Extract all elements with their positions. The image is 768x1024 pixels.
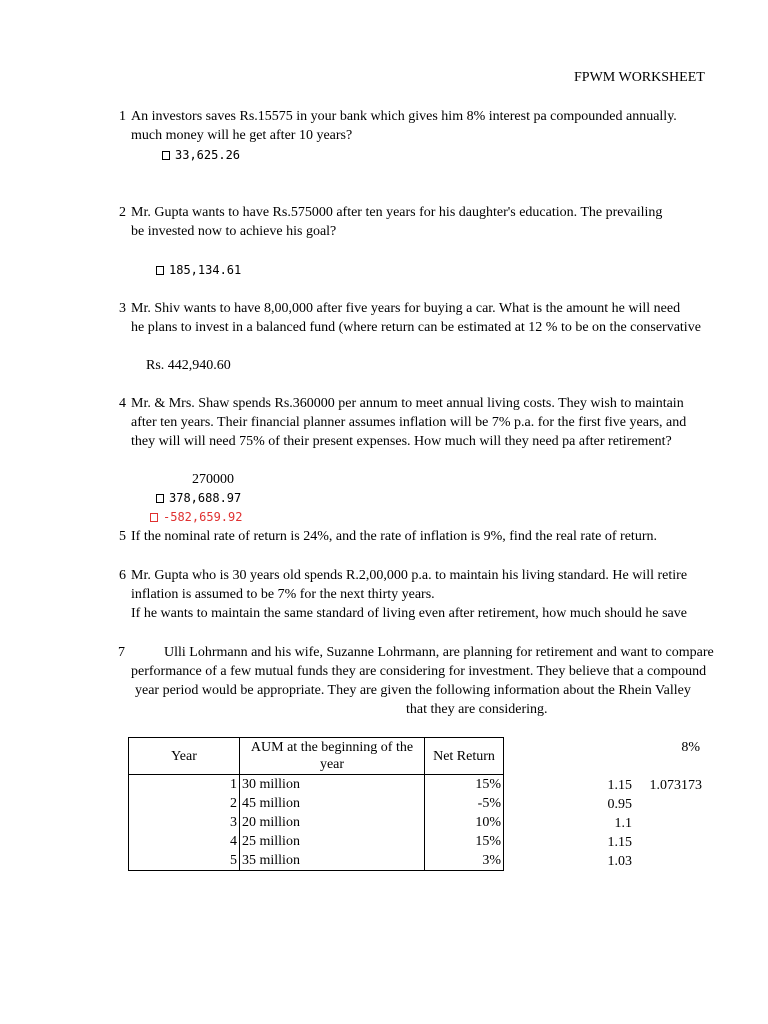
question-7-line-1: Ulli Lohrmann and his wife, Suzanne Lohrmann, are planning for retirement and want to compare [164,645,714,660]
question-1-line-1: An investors saves Rs.15575 in your bank which gives him 8% interest pa compounded annually. [131,109,677,124]
question-2-number: 2 [119,205,126,220]
question-5-number: 5 [119,529,126,544]
question-3-line-2: he plans to invest in a balanced fund (where return can be estimated at 12 % to be on the conservative [131,320,701,335]
question-7-line-3: year period would be appropriate. They are given the following information about the Rhein Valley [135,683,691,698]
question-2-line-1: Mr. Gupta wants to have Rs.575000 after ten years for his daughter's education. The prevailing [131,205,663,220]
aum-table [128,737,504,871]
question-3-number: 3 [119,301,126,316]
table-row [129,775,504,795]
table-cell-net-return: -5% [425,794,504,813]
question-1-number: 1 [119,109,126,124]
table-row [129,851,504,871]
question-4-line-1: Mr. & Mrs. Shaw spends Rs.360000 per annum to meet annual living costs. They wish to maintain [131,396,684,411]
table-cell-year: 3 [129,813,240,832]
table-cell-year: 5 [129,851,240,871]
table-cell-aum: 35 million [240,851,425,871]
side-calc-factor: 0.95 [607,797,632,812]
table-cell-year: 4 [129,832,240,851]
table-cell-year: 2 [129,794,240,813]
table-row [129,832,504,851]
question-4-answer-2 [156,489,241,508]
question-7-line-4: that they are considering. [406,702,548,717]
table-cell-net-return: 15% [425,832,504,851]
side-calc-result: 1.073173 [649,778,702,793]
question-6-line-2: inflation is assumed to be 7% for the next thirty years. [131,587,435,602]
question-5-line-1: If the nominal rate of return is 24%, and the rate of inflation is 9%, find the real rate of return. [131,529,657,544]
side-calc-factor: 1.1 [614,816,632,831]
question-4-line-2: after ten years. Their financial planner assumes inflation will be 7% p.a. for the first five years, and [131,415,687,430]
question-3-answer: Rs. 442,940.60 [146,358,231,373]
page-title: FPWM WORKSHEET [574,70,705,85]
question-1-line-2: much money will he get after 10 years? [131,128,353,143]
table-header-year: Year [129,738,240,775]
table-cell-year: 1 [129,775,240,795]
table-row [129,813,504,832]
table-row [129,794,504,813]
question-4-answer-3 [150,508,242,527]
table-cell-aum: 45 million [240,794,425,813]
table-cell-aum: 20 million [240,813,425,832]
side-calc-factor: 1.15 [607,835,632,850]
table-header-row [129,738,504,775]
question-2-answer-value: 185,134.61 [169,263,242,277]
side-calc-rate: 8% [681,740,700,755]
question-2-answer [156,261,241,280]
table-cell-aum: 25 million [240,832,425,851]
table-header-net-return: Net Return [425,738,504,775]
table-cell-net-return: 15% [425,775,504,795]
question-3-line-1: Mr. Shiv wants to have 8,00,000 after five years for buying a car. What is the amount he will need [131,301,681,316]
question-4-answer-1: 270000 [192,472,234,487]
checkbox-glyph-icon [156,494,164,503]
table-header-aum: AUM at the beginning of the year [240,738,425,775]
question-1-answer-value: 33,625.26 [175,148,241,162]
checkbox-glyph-icon [162,151,170,160]
question-6-line-1: Mr. Gupta who is 30 years old spends R.2,00,000 p.a. to maintain his living standard. He will retire [131,568,688,583]
question-4-line-3: they will will need 75% of their present expenses. How much will they need pa after retirement? [131,434,672,449]
table-cell-aum: 30 million [240,775,425,795]
question-4-answer-2-value: 378,688.97 [169,491,242,505]
question-2-line-2: be invested now to achieve his goal? [131,224,337,239]
side-calc-factor: 1.15 [607,778,632,793]
checkbox-glyph-icon [156,266,164,275]
table-cell-net-return: 10% [425,813,504,832]
question-4-answer-3-value: -582,659.92 [163,510,243,524]
question-6-line-3: If he wants to maintain the same standard of living even after retirement, how much should he save [131,606,687,621]
table-cell-net-return: 3% [425,851,504,871]
side-calc-factor: 1.03 [607,854,632,869]
question-6-number: 6 [119,568,126,583]
question-7-number: 7 [118,645,125,660]
checkbox-glyph-icon [150,513,158,522]
question-4-number: 4 [119,396,126,411]
question-1-answer [162,146,240,165]
question-7-line-2: performance of a few mutual funds they are considering for investment. They believe that a compound [131,664,707,679]
